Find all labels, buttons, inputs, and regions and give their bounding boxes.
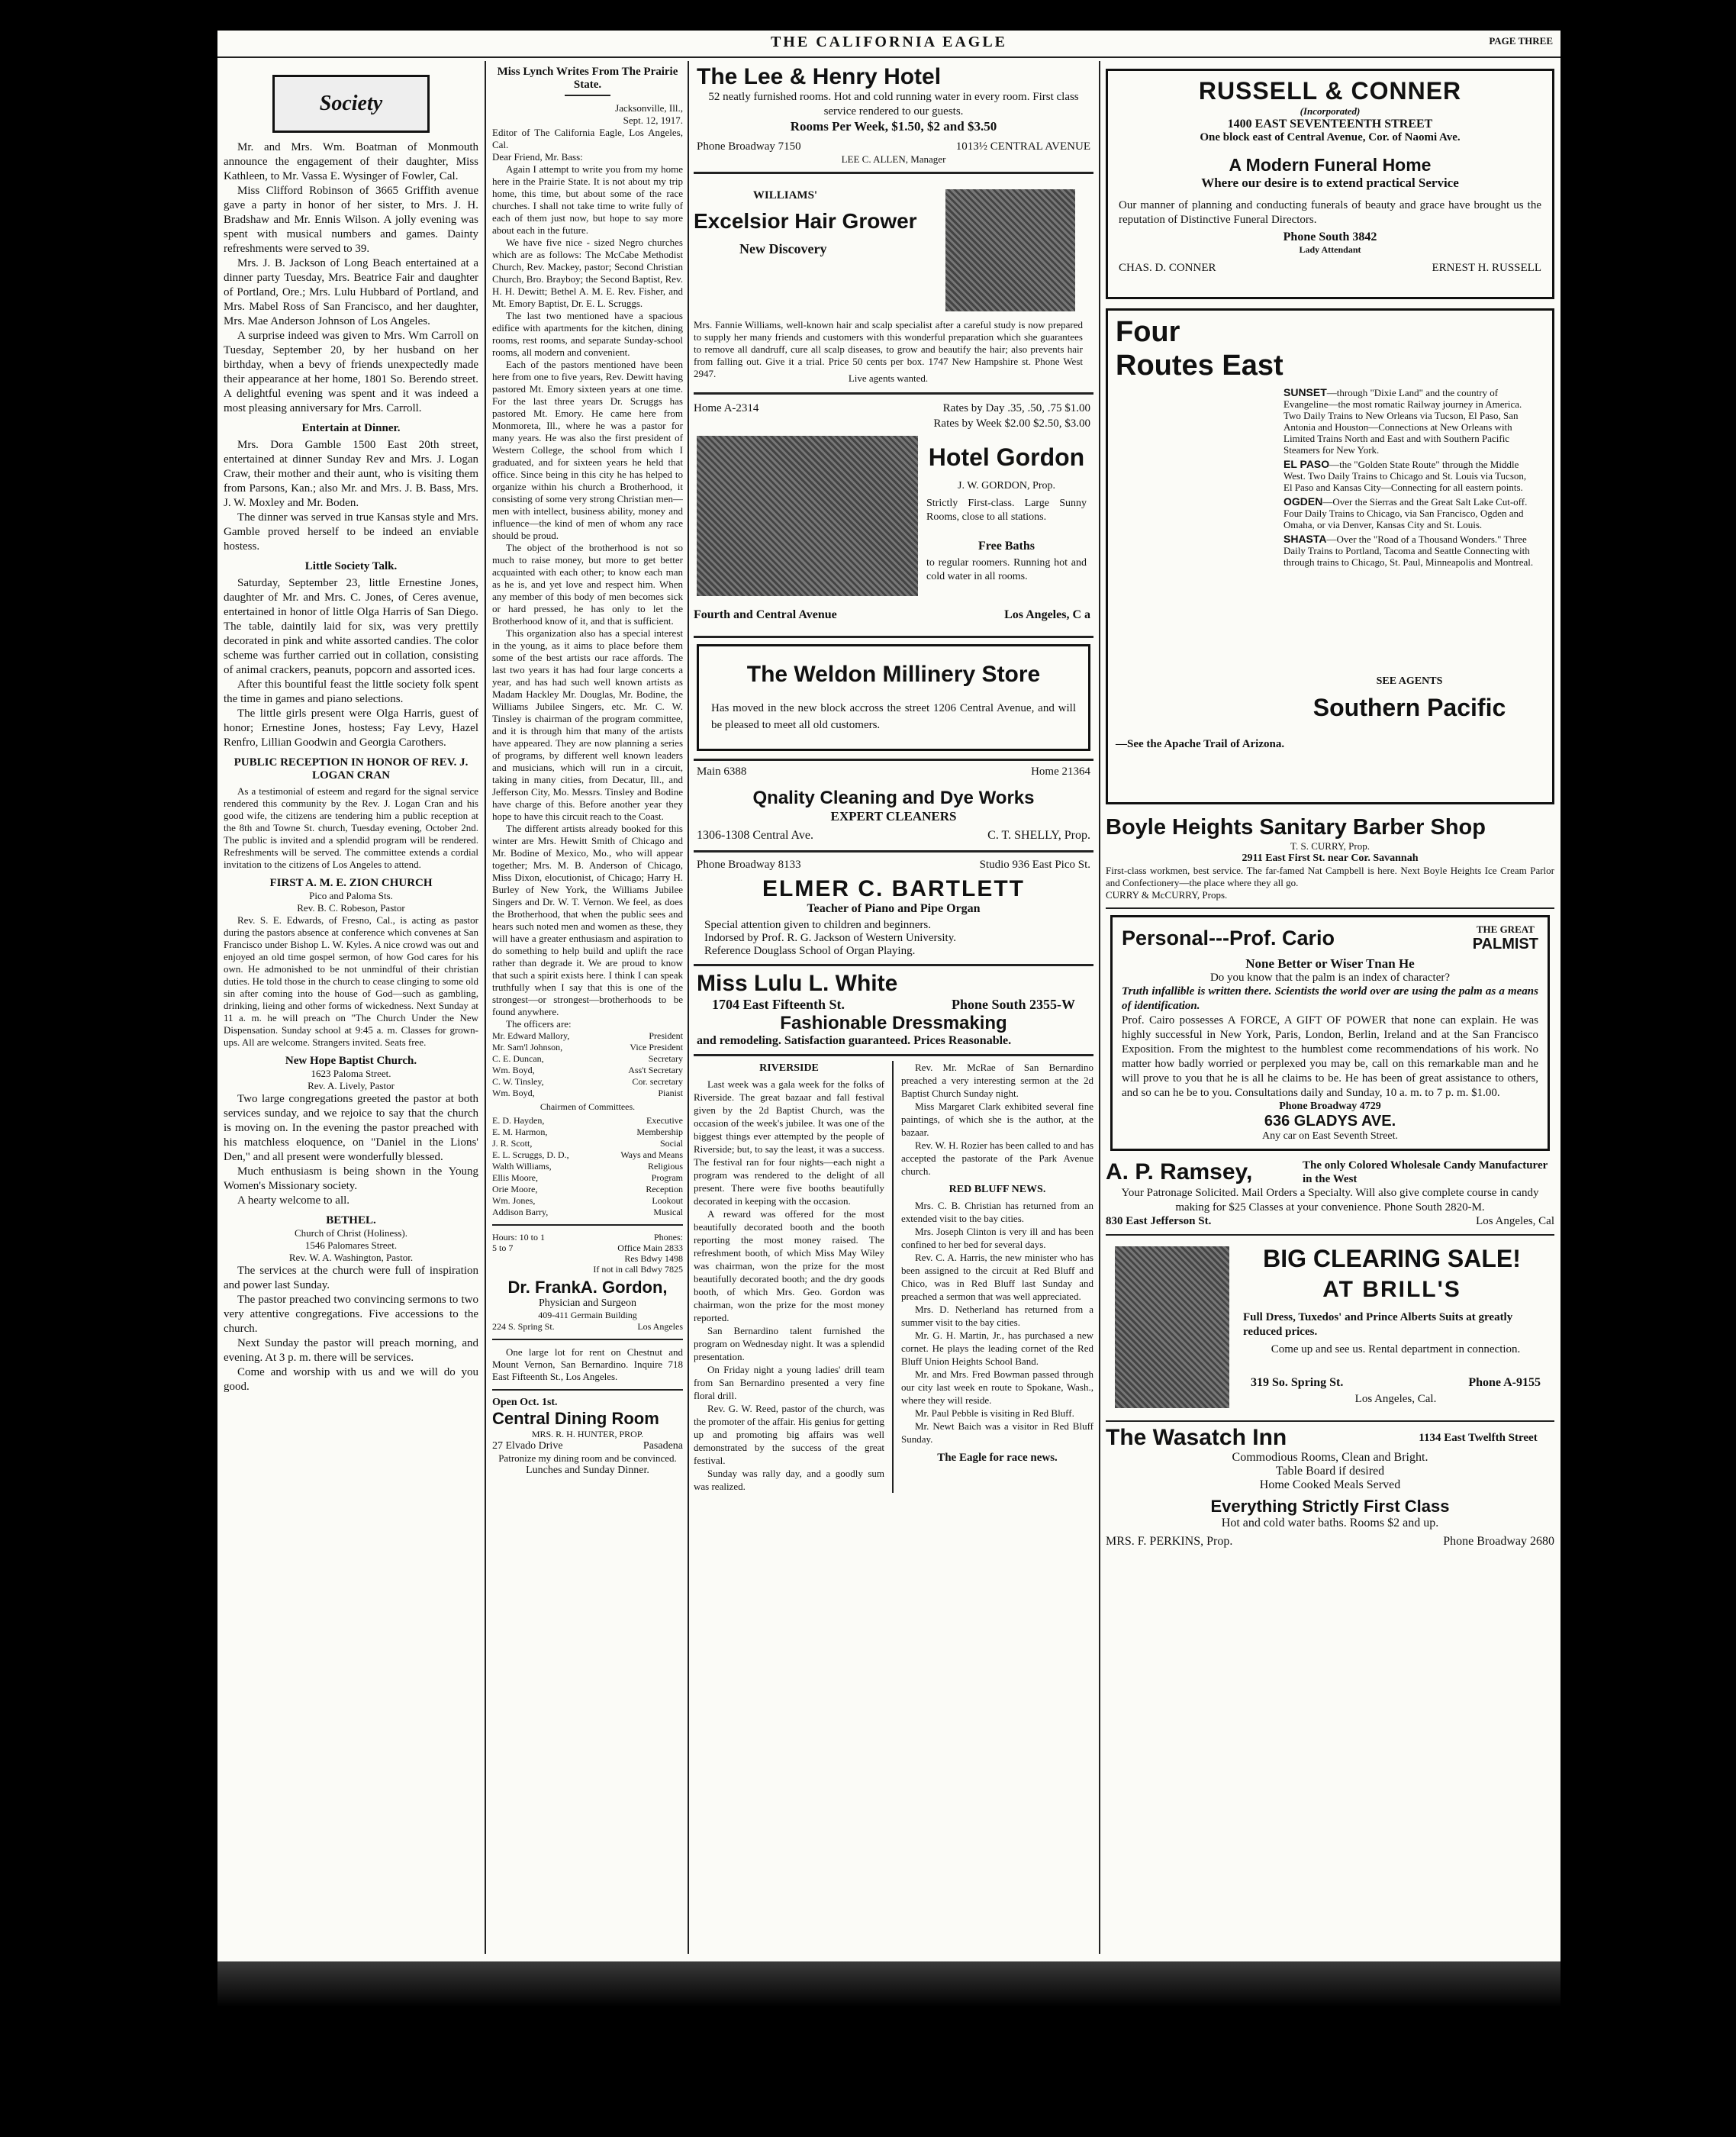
dateline-date: Sept. 12, 1917. <box>623 114 683 126</box>
society-para-6: The dinner was served in true Kansas style and Mrs. Gamble proved herself to be indeed an enviable hostess. <box>224 511 478 553</box>
lee-henry-rates: Rooms Per Week, $1.50, $2 and $3.50 <box>790 119 997 134</box>
dining-proprietor: MRS. R. H. HUNTER, PROP. <box>531 1429 644 1439</box>
russell-conner-ad <box>1106 69 1554 299</box>
lulu-title: Fashionable Dressmaking <box>780 1013 1007 1033</box>
dining-line: Patronize my dining room and be convinced. <box>498 1452 677 1464</box>
committee-row <box>492 1149 683 1161</box>
divider <box>694 636 1093 638</box>
sp-routes <box>1283 387 1535 571</box>
ads-column-right <box>1106 69 1554 1954</box>
ramsey-name: A. P. Ramsey, <box>1106 1159 1253 1185</box>
brill-phone: Phone A-9155 <box>1468 1376 1541 1389</box>
lulu-name: Miss Lulu L. White <box>697 971 898 996</box>
officer-row <box>492 1065 683 1076</box>
bh-props: CURRY & McCURRY, Props. <box>1106 889 1228 901</box>
committee-role: Program <box>651 1172 683 1183</box>
letter-para-7: The different artists already booked for this winter are Mrs. Hewitt Smith of Chicago and Mr. Bodine of Mexico, Mo., who will appear together; Mrs. M. B. Anderson of Chicago, Miss Dixon, elocutionist, of Chicago; Harry H. Burley of New York, the Williams Jubilee Singers and Dr. W. T. Vernon. We feel, as does the Brotherhood, that when the public sees and hears such noted men and women as these, they will have a greater enthusiasm and aspiration to do something to help build and uplift the race rather than degrade it. We are proud to know that such a spirit exists here. I think I can speak truthfully when I say that this is one of the strongest—or strongest—brotherhoods to be found anywhere. <box>492 823 683 1017</box>
dining-last: Lunches and Sunday Dinner. <box>526 1465 649 1476</box>
riverside-heading: RIVERSIDE <box>759 1062 819 1074</box>
cario-car: Any car on East Seventh Street. <box>1261 1130 1399 1142</box>
dining-street: 27 Elvado Drive <box>492 1440 563 1452</box>
lee-henry-title: The Lee & Henry Hotel <box>697 64 942 89</box>
wasatch-line-1: Commodious Rooms, Clean and Bright. <box>1232 1451 1428 1464</box>
divider <box>694 1054 1093 1056</box>
brill-ad <box>1106 1242 1554 1417</box>
committee-row <box>492 1161 683 1172</box>
lulu-body: and remodeling. Satisfaction guaranteed. Prices Reasonable. <box>697 1034 1012 1047</box>
brill-address: 319 So. Spring St. <box>1251 1376 1344 1389</box>
divider <box>1106 1234 1554 1236</box>
wasatch-phone: Phone Broadway 2680 <box>1443 1535 1554 1548</box>
cleaning-prop: C. T. SHELLY, Prop. <box>987 829 1090 842</box>
bh-body: First-class workmen, best service. The far-famed Nat Campbell is here. Next Boyle Heights Ice Cream Parlor and Confectionery—the place where they all go. <box>1106 865 1554 888</box>
cleaning-address: 1306-1308 Central Ave. <box>697 829 814 842</box>
wasatch-line-3: Home Cooked Meals Served <box>1259 1478 1401 1491</box>
sp-route-name: SUNSET <box>1283 386 1327 398</box>
heading-zion: FIRST A. M. E. ZION CHURCH <box>269 877 433 889</box>
society-para-2: Miss Clifford Robinson of 3665 Griffith avenue gave a party in honor of her sister, to Mrs. J. H. Bradshaw and Mr. Ennis Wilson. A jolly evening was spent with musical numbers and games. Dainty refreshments were served to 39. <box>224 185 478 255</box>
divider <box>694 964 1093 966</box>
rc-name: RUSSELL & CONNER <box>1198 77 1462 105</box>
letter-para-2: We have five nice - sized Negro churches which are as follows: The McCabe Methodist Church, Rev. Mackey, pastor; Second Christian Church, Bro. Brayboy; the Second Baptist, Rev. H. H. Dewitt; Bethel A. M. E. Rev. Fisher, and Mt. Emory Baptist, Dr. E. L. Scruggs. <box>492 237 683 309</box>
divider <box>492 1389 683 1391</box>
doctor-name: Dr. FrankA. Gordon, <box>507 1278 668 1297</box>
red-bluff-para-8: Mr. Newt Baich was a visitor in Red Bluff Sunday. <box>901 1420 1093 1445</box>
society-para-9: The little girls present were Olga Harris, guest of honor; Ernestine Jones, hostess; Fay Levy, Hazel Renfro, Lillian Goodwin and Georgia Carothers. <box>224 707 478 749</box>
wasatch-inn-ad <box>1106 1425 1554 1549</box>
ramsey-header <box>1106 1159 1554 1186</box>
officer-row <box>492 1042 683 1053</box>
lee-henry-ad <box>694 64 1093 166</box>
cleaning-main: Main 6388 <box>697 766 747 778</box>
committee-role: Lookout <box>652 1195 683 1206</box>
heading-little-society: Little Society Talk. <box>304 560 398 572</box>
sp-name: Southern Pacific <box>1312 694 1506 721</box>
local-news <box>694 1061 1093 1493</box>
sp-route <box>1283 459 1535 493</box>
heading-new-hope: New Hope Baptist Church. <box>285 1055 417 1067</box>
williams-title: Excelsior Hair Grower <box>694 209 917 233</box>
doctor-ad-header <box>492 1232 683 1275</box>
ramsey-city: Los Angeles, Cal <box>1476 1215 1554 1227</box>
officers-heading: The officers are: <box>506 1018 572 1030</box>
ramsey-address <box>1106 1215 1554 1228</box>
weldon-body: Has moved in the new block accross the street 1206 Central Avenue, and will be pleased to meet all old customers. <box>711 702 1076 731</box>
divider <box>1106 907 1554 909</box>
riverside-news <box>694 1061 884 1493</box>
divider <box>1106 1420 1554 1422</box>
officer-role: Secretary <box>648 1053 683 1064</box>
society-para-3: Mrs. J. B. Jackson of Long Beach entertained at a dinner party Tuesday, Mrs. Beatrice Fair and daughter of Portland, Ore.; Mrs. Lulu Hubbard of Portland, and Mrs. Mabel Ross of San Francisco, and her daughter, Mrs. Mae Anderson Johnson of Los Angeles. <box>224 257 478 327</box>
cario-palmist: PALMIST <box>1472 936 1538 952</box>
officer-name: Mr. Sam'l Johnson, <box>492 1042 563 1052</box>
sp-route <box>1283 533 1535 568</box>
wasatch-line-5: Hot and cold water baths. Rooms $2 and up. <box>1221 1517 1439 1529</box>
zion-address: Pico and Paloma Sts. <box>309 890 393 901</box>
lee-henry-address: 1013½ CENTRAL AVENUE <box>955 140 1090 153</box>
sp-route-name: EL PASO <box>1283 458 1330 470</box>
williams-small: WILLIAMS' <box>752 189 818 201</box>
society-para-8: After this bountiful feast the little society folk spent the time in games and piano selections. <box>224 678 478 705</box>
doctor-phones: Phones: Office Main 2833 Res Bdwy 1498 If not in call Bdwy 7825 <box>593 1232 683 1275</box>
masthead-rule <box>217 56 1560 58</box>
gordon-title: Hotel Gordon <box>928 443 1085 471</box>
cleaning-ad <box>694 766 1093 843</box>
rc-incorporated: (Incorporated) <box>1300 105 1361 117</box>
sp-route-text: —the "Golden State Route" through the Middle West. Two Daily Trains to Chicago and St. Louis via Tucson, El Paso and Kansas City—Connecting for all eastern points. <box>1283 459 1527 493</box>
committee-role: Reception <box>646 1184 683 1194</box>
committee-row <box>492 1172 683 1184</box>
committee-role: Musical <box>653 1207 683 1217</box>
divider <box>694 172 1093 174</box>
brill-title-2: AT BRILL'S <box>1322 1277 1461 1302</box>
sp-apache: —See the Apache Trail of Arizona. <box>1116 738 1285 750</box>
committee-role: Executive <box>646 1115 683 1126</box>
cario-great: THE GREAT <box>1476 923 1535 935</box>
lulu-address: 1704 East Fifteenth St. <box>712 997 845 1012</box>
bartlett-line-2: Indorsed by Prof. R. G. Jackson of Western University. <box>704 932 956 944</box>
committee-name: Walth Williams, <box>492 1161 552 1172</box>
bethel-para-3: Next Sunday the pastor will preach morning, and evening. At 3 p. m. there will be services. <box>224 1337 478 1364</box>
new-hope-address: 1623 Paloma Street. <box>311 1068 391 1079</box>
williams-agents: Live agents wanted. <box>848 372 929 384</box>
cleaning-home: Home 21364 <box>1031 766 1090 778</box>
society-para-7: Saturday, September 23, little Ernestine Jones, daughter of Mr. and Mrs. C. Jones, of Ceres avenue, entertained in honor of little Olga Harris of San Diego. The table, daintily laid for six, was very prettily decorated in pink and white assorted candies. The color scheme was further carried out in collation, consisting of animal crackers, peanuts, popcorn and assorted ices. <box>224 577 478 676</box>
doctor-title: Physician and Surgeon <box>538 1297 637 1309</box>
committee-row <box>492 1207 683 1218</box>
bh-address: 2911 East First St. near Cor. Savannah <box>1242 853 1419 864</box>
bartlett-contact <box>697 859 1090 872</box>
letter-editor: Editor of The California Eagle, Los Angeles, Cal. <box>492 127 683 150</box>
cario-badge <box>1473 923 1538 953</box>
divider <box>492 1339 683 1340</box>
committee-row <box>492 1138 683 1149</box>
ramsey-ad <box>1106 1159 1554 1228</box>
officer-name: C. E. Duncan, <box>492 1053 544 1064</box>
williams-portrait <box>945 189 1075 311</box>
cario-header <box>1122 923 1538 953</box>
divider <box>492 1224 683 1226</box>
red-bluff-para-7: Mr. Paul Pebble is visiting in Red Bluff. <box>915 1407 1074 1419</box>
williams-body: Mrs. Fannie Williams, well-known hair and scalp specialist after a careful study is now prepared to supply her many friends and customers with this wonderful preparation which she guarantees to remove all dandruff, cure all scalp diseases, to grow and beautify the hair; also prevents hair from falling out. Give it a trial. Price 50 cents per box. 1747 New Hampshire st. Phone West 2947. <box>694 319 1083 379</box>
divider <box>694 850 1093 853</box>
cario-question: Do you know that the palm is an index of character? <box>1209 972 1451 984</box>
doctor-building: 409-411 Germain Building <box>538 1310 637 1320</box>
prof-cario-ad <box>1110 915 1550 1151</box>
doctor-street: 224 S. Spring St. <box>492 1321 555 1332</box>
heading-reception: PUBLIC RECEPTION IN HONOR OF REV. J. LOGAN CRAN <box>234 756 469 782</box>
rc-names <box>1119 262 1541 275</box>
officer-name: Wm. Boyd, <box>492 1065 535 1075</box>
letter-para-1: Again I attempt to write you from my home here in the Prairie State. It is not about my trip home, this time, but about some of the race churches. I shall not take time to write fully of each of them just now, but hope to say more about each in the future. <box>492 163 683 236</box>
red-bluff-heading: RED BLUFF NEWS. <box>949 1184 1046 1195</box>
society-column <box>224 75 478 1952</box>
officer-name: C. W. Tinsley, <box>492 1076 544 1087</box>
bethel-pastor: Rev. W. A. Washington, Pastor. <box>288 1252 414 1263</box>
bethel-para-1: The services at the church were full of inspiration and power last Sunday. <box>224 1265 478 1291</box>
rc-conner: CHAS. D. CONNER <box>1119 262 1216 274</box>
williams-ad <box>694 189 1093 388</box>
dateline-place: Jacksonville, Ill., <box>615 102 683 114</box>
ramsey-tag: The only Colored Wholesale Candy Manufacturer in the West <box>1303 1159 1548 1185</box>
committee-name: Addison Barry, <box>492 1207 549 1217</box>
lulu-contact <box>697 997 1090 1013</box>
committee-row <box>492 1184 683 1195</box>
reception-para: As a testimonial of esteem and regard for the signal service rendered this community by the Rev. J. Logan Cran and his good wife, the citizens are tendering him a public reception at the 8th and Towne St. church, Tuesday evening, October 2nd. The public is invited and a splendid program will be rendered. Refreshments will be served. The committee extends a cordial invitation to the citizens of Los Angeles to attend. <box>224 785 478 870</box>
heading-divider <box>565 95 610 96</box>
committee-name: Orie Moore, <box>492 1184 538 1194</box>
wasatch-line-4: Everything Strictly First Class <box>1210 1497 1450 1516</box>
cario-sub: None Better or Wiser Tnan He <box>1245 956 1415 971</box>
wasatch-address: 1134 East Twelfth Street <box>1419 1431 1538 1444</box>
riverside-para-7: Rev. Mr. McRae of San Bernardino preached a very interesting sermon at the 2d Baptist Church Sunday night. <box>901 1062 1093 1099</box>
cario-truth: Truth infallible is written there. Scientists the world over are using the palm as a means of identification. <box>1122 985 1538 1012</box>
officer-row <box>492 1076 683 1088</box>
masthead: THE CALIFORNIA EAGLE <box>770 34 1008 50</box>
page-bottom-shadow <box>217 1961 1560 2007</box>
society-logo <box>272 75 430 133</box>
gordon-prop: J. W. GORDON, Prop. <box>958 480 1055 492</box>
new-hope-para-2: Much enthusiasm is being shown in the Young Women's Missionary society. <box>224 1165 478 1192</box>
heading-dinner: Entertain at Dinner. <box>301 422 401 434</box>
gordon-rates-week: Rates by Week $2.00 $2.50, $3.00 <box>933 417 1090 430</box>
lee-henry-phone: Phone Broadway 7150 <box>697 140 801 153</box>
doctor-city: Los Angeles <box>637 1321 683 1332</box>
sp-route <box>1283 387 1535 456</box>
bartlett-title: Teacher of Piano and Pipe Organ <box>807 902 981 915</box>
letter-column <box>492 66 683 1951</box>
riverside-para-4: On Friday night a young ladies' drill team from San Bernardino presented a very fine floral drill. <box>694 1364 885 1401</box>
brill-contact <box>1251 1376 1541 1390</box>
officer-row <box>492 1053 683 1065</box>
weldon-title: The Weldon Millinery Store <box>746 662 1041 687</box>
brill-come: Come up and see us. Rental department in connection. <box>1271 1343 1521 1355</box>
committee-name: E. D. Hayden, <box>492 1115 545 1126</box>
bartlett-phone: Phone Broadway 8133 <box>697 859 801 871</box>
committee-name: Wm. Jones, <box>492 1195 536 1206</box>
committee-row <box>492 1115 683 1127</box>
red-bluff-news <box>901 1061 1093 1493</box>
committee-name: J. R. Scott, <box>492 1138 533 1149</box>
gordon-body: Strictly First-class. Large Sunny Rooms, close to all stations. <box>926 498 1087 523</box>
bartlett-name: ELMER C. BARTLETT <box>762 876 1025 901</box>
williams-new: New Discovery <box>739 241 827 256</box>
committee-name: E. L. Scruggs, D. D., <box>492 1149 569 1160</box>
officer-role: Cor. secretary <box>632 1076 683 1087</box>
gordon-city: Los Angeles, C a <box>1004 608 1090 621</box>
weldon-millinery-ad <box>697 644 1090 751</box>
heading-bethel: BETHEL. <box>326 1214 376 1226</box>
rc-lady: Lady Attendant <box>1299 244 1361 255</box>
committee-row <box>492 1127 683 1138</box>
brill-city: Los Angeles, Cal. <box>1354 1393 1437 1405</box>
wasatch-header <box>1106 1425 1554 1451</box>
cario-title: Personal---Prof. Cario <box>1122 927 1335 949</box>
riverside-para-8: Miss Margaret Clark exhibited several fine paintings, of which she is the author, at the bazaar. <box>901 1101 1093 1138</box>
letter-para-3: The last two mentioned have a spacious edifice with apartments for the kitchen, dining rooms, rest rooms, and separate Sunday-school rooms, all modern and convenient. <box>492 310 683 358</box>
column-rule-2 <box>688 61 689 1954</box>
society-logo-text: Society <box>319 92 383 115</box>
riverside-para-5: Rev. G. W. Reed, pastor of the church, was the promoter of the affair. His genius for getting up and promoting big affairs was well demonstrated by the success of the great festival. <box>694 1403 885 1466</box>
divider <box>694 392 1093 395</box>
red-bluff-para-3: Rev. C. A. Harris, the new minister who has been assigned to the circuit at Red Bluff and Chico, was in Red Bluff last Sunday and preached a sermon that was well appreciated. <box>901 1252 1093 1302</box>
lee-henry-body: 52 neatly furnished rooms. Hot and cold running water in every room. First class service rendered to our guests. <box>708 91 1079 118</box>
brill-body: Full Dress, Tuxedos' and Prince Alberts Suits at greatly reduced prices. <box>1243 1311 1513 1338</box>
committee-role: Social <box>660 1138 683 1149</box>
riverside-para-1: Last week was a gala week for the folks of Riverside. The great bazaar and fall festival given by the 2d Baptist Church, was the occasion of the week's jubilee. It was one of the biggest things ever attempted by the people of Riverside; but, to say the least, it was a success. The festival ran for four nights—each night a program was rendered to the delight of all present. There were five booths beautifully decorated in keeping with the occasion. <box>694 1078 885 1207</box>
committee-role: Religious <box>647 1161 683 1172</box>
officer-row <box>492 1030 683 1042</box>
riverside-para-3: San Bernardino talent furnished the program on Wednesday night. It was a splendid presentation. <box>694 1325 885 1362</box>
officer-role: Vice President <box>630 1042 683 1052</box>
letter-para-5: The object of the brotherhood is not so much to raise money, but more to get better acquainted with each other; to know each man as he is, and yet love and respect him. When any member of this body of men becomes sick or hard pressed, he has only to let the Brotherhood know of it, and that is sufficient. <box>492 542 683 627</box>
officer-name: Wm. Boyd, <box>492 1088 535 1098</box>
sp-title-1: Four <box>1116 316 1180 348</box>
sp-route-text: —Over the Sierras and the Great Salt Lake Cut-off. Four Daily Trains to Chicago, via San Francisco, Ogden and Omaha, or via Denver, Kansas City and St. Louis. <box>1283 496 1528 530</box>
letter-para-4: Each of the pastors mentioned have been here from one to five years, Rev. Dewitt having pastored Mt. Emory sixteen years at one time. For the last three years Dr. Scruggs has pastored Mt. Emory. He came here from Monmoreta, Ill., where he was a pastor for many years. He was also the first president of Western College, the school from which I graduated, and for sixteen years he held that office. Since being in this city he has helped to organize within his church a Brotherhood, it consisting of some very strong Christian men—men with intellect, business ability, money and influence—the kind of men of whom any race should be proud. <box>492 359 683 541</box>
wasatch-prop: MRS. F. PERKINS, Prop. <box>1106 1535 1233 1548</box>
doctor-hours: Hours: 10 to 1 5 to 7 <box>492 1232 545 1253</box>
subcolumn-rule <box>892 1061 894 1493</box>
officer-row <box>492 1088 683 1099</box>
gordon-baths: Free Baths <box>978 540 1035 553</box>
society-para-5: Mrs. Dora Gamble 1500 East 20th street, entertained at dinner Sunday Rev and Mrs. J. Logan Craw, their mother and their aunt, who is visiting them from Parsons, Kan.; also Mr. and Mrs. J. B. Bass, Mrs. J. W. Moxley and Mr. Boden. <box>224 439 478 509</box>
brill-title-1: BIG CLEARING SALE! <box>1263 1245 1521 1272</box>
zion-para: Rev. S. E. Edwards, of Fresno, Cal., is acting as pastor during the pastors absence at conference which convenes at San Francisco under Bishop L. W. Kyles. A nice crowd was out and enjoyed an old time gospel sermon, of how God cares for his own. He admonished to be not unmindful of their christian duties. He told those in the church to cease clinging to some old sin after coming into the house of God—such as gambling, drinking, lieing and other forms of wickedness. Next Sunday at 11 a. m. he will preach on "The Church Under the New Dispensation. Sunday school at 9:45 a. m. Classes for grown-ups. All are welcome. Strangers invited. Seats free. <box>224 914 478 1048</box>
cario-address: 636 GLADYS AVE. <box>1264 1113 1396 1130</box>
lee-henry-manager: LEE C. ALLEN, Manager <box>841 153 946 165</box>
dining-open: Open Oct. 1st. <box>492 1397 558 1408</box>
red-bluff-para-5: Mr. G. H. Martin, Jr., has purchased a new cornet. He plays the leading cornet of the Red Bluff Union Heights School Band. <box>901 1330 1093 1367</box>
bethel-address: 1546 Palomares Street. <box>304 1239 398 1251</box>
divider <box>694 759 1093 761</box>
bethel-para-2: The pastor preached two convincing sermons to two very attentive congregations. Five accessions to the church. <box>224 1294 478 1335</box>
doctor-address <box>492 1321 683 1333</box>
rc-title: A Modern Funeral Home <box>1229 155 1432 175</box>
wasatch-footer <box>1106 1535 1554 1549</box>
ads-column-center <box>694 64 1093 1957</box>
new-hope-para-1: Two large congregations greeted the pastor at both services sunday, and we rejoice to say that the church is moving on. In the evening the pastor preached with his matchless eloquence, on "Daniel in the Lions' Den," and all present were wonderfully blessed. <box>224 1093 478 1163</box>
sp-agents: SEE AGENTS <box>1376 675 1443 687</box>
society-para-4: A surprise indeed was given to Mrs. Wm Carroll on Tuesday, September 20, by her husband on her birthday, when a bevy of friends unexpectedly made their appearance at her home, 1801 So. Berendo street. A delightful evening was spent and it was indeed a most pleasing anniversary for Mrs. Carroll. <box>224 330 478 414</box>
bethel-para-4: Come and worship with us and we will do you good. <box>224 1366 478 1393</box>
rc-body: Our manner of planning and conducting funerals of beauty and grace have brought us the reputation of Distinctive Funeral Directors. <box>1119 199 1541 226</box>
brill-photo <box>1115 1246 1229 1408</box>
column-rule-3 <box>1099 61 1100 1954</box>
new-hope-pastor: Rev. A. Lively, Pastor <box>308 1080 395 1091</box>
boyle-heights-ad <box>1106 815 1554 901</box>
committee-role: Ways and Means <box>620 1149 683 1160</box>
rc-block: One block east of Central Avenue, Cor. of Naomi Ave. <box>1200 131 1461 143</box>
dining-name: Central Dining Room <box>492 1409 659 1428</box>
cleaning-phones <box>697 766 1090 778</box>
bartlett-studio: Studio 936 East Pico St. <box>979 859 1090 871</box>
sp-route-text: —through "Dixie Land" and the country of Evangeline—the most romatic Railway journey in America. Two Daily Trains to New Orleans via Tucson, El Paso, San Antonia and Houston—Connections at New Orleans with Limited Trains North and East and with Southern Pacific Steamers for New York. <box>1283 387 1522 456</box>
sp-route-name: OGDEN <box>1283 495 1323 508</box>
cario-body: Prof. Cairo possesses A FORCE, A GIFT OF POWER that none can explain. He was highly successful in New York, Paris, London, Berlin, Ireland and at the San Francisco Exposition. From the mightest to the humblest come recommendations of his work. No matter how badly worried or perplexed you may be, call on this remarkable man and he will prove to you that he is all he claims to be. He has been of great assistance to others, and so can he be to you. Consultations daily and Sunday, 10 a. m. to 7 p. m. $1.00. <box>1122 1014 1538 1099</box>
column-rule-1 <box>485 61 486 1954</box>
rc-desire: Where our desire is to extend practical Service <box>1201 176 1459 190</box>
cleaning-title: Qnality Cleaning and Dye Works <box>752 788 1035 808</box>
sp-route <box>1283 496 1535 530</box>
bartlett-line-1: Special attention given to children and beginners. <box>704 919 931 931</box>
rc-phone: Phone South 3842 <box>1283 230 1377 243</box>
committees-heading: Chairmen of Committees. <box>539 1101 636 1112</box>
officer-role: President <box>649 1030 683 1041</box>
page-label: PAGE THREE <box>1489 35 1553 47</box>
wasatch-name: The Wasatch Inn <box>1106 1425 1287 1450</box>
officer-name: Mr. Edward Mallory, <box>492 1030 570 1041</box>
newspaper-page <box>217 31 1560 1961</box>
red-bluff-para-4: Mrs. D. Netherland has returned from a summer visit to the bay cities. <box>901 1304 1093 1328</box>
bh-prop: T. S. CURRY, Prop. <box>1290 840 1370 852</box>
lee-henry-contact <box>697 140 1090 153</box>
red-bluff-para-2: Mrs. Joseph Clinton is very ill and has been confined to her bed for several days. <box>901 1226 1093 1250</box>
cleaning-footer <box>697 829 1090 843</box>
rc-address: 1400 EAST SEVENTEENTH STREET <box>1227 118 1433 131</box>
dining-address <box>492 1440 683 1452</box>
hotel-gordon-photo <box>697 436 918 596</box>
sp-route-name: SHASTA <box>1283 533 1327 545</box>
sp-route-text: —Over the "Road of a Thousand Wonders." Three Daily Trains to Portland, Tacoma and Seattle Connecting with through trains to Chicago, St. Paul, Minneapolis and Montreal. <box>1283 533 1534 568</box>
officer-role: Ass't Secretary <box>628 1065 683 1075</box>
cario-phone: Phone Broadway 4729 <box>1279 1101 1381 1112</box>
bh-title: Boyle Heights Sanitary Barber Shop <box>1106 815 1486 840</box>
red-bluff-para-6: Mr. and Mrs. Fred Bowman passed through our city last week en route to Spokane, Wash., where they will reside. <box>901 1368 1093 1406</box>
riverside-para-6: Sunday was rally day, and a goodly sum was realized. <box>694 1468 885 1492</box>
zion-pastor: Rev. B. C. Robeson, Pastor <box>297 902 405 914</box>
ramsey-body: Your Patronage Solicited. Mail Orders a Specialty. Will also give complete course in candy making for $25 Classes at your convenience. Phone South 2820-M. <box>1121 1187 1539 1214</box>
gordon-body-2: to regular roomers. Running hot and cold water in all rooms. <box>926 557 1087 582</box>
officer-role: Pianist <box>658 1088 683 1098</box>
committee-name: E. M. Harmon, <box>492 1127 548 1137</box>
committees-list <box>492 1115 683 1218</box>
bartlett-ad <box>694 859 1093 958</box>
riverside-para-2: A reward was offered for the most beautifully decorated booth and the booth reporting the most money raised. The refreshment booth, of which Miss May Wiley was chairman, won the prize for the most beautifully decorated booth; and the dry goods booth, of which Mrs. Geo. Gordon was chairman, won the prize for the most money reported. <box>694 1208 885 1323</box>
letter-heading: Miss Lynch Writes From The Prairie State. <box>497 66 678 91</box>
eagle-tagline: The Eagle for race news. <box>937 1452 1058 1464</box>
sp-title-2: Routes East <box>1116 350 1283 382</box>
bartlett-line-3: Reference Douglass School of Organ Playing. <box>704 945 916 957</box>
wasatch-line-2: Table Board if desired <box>1275 1465 1385 1478</box>
riverside-para-9: Rev. W. H. Rozier has been called to and has accepted the pastorate of the Park Avenue church. <box>901 1139 1093 1177</box>
cleaning-sub: EXPERT CLEANERS <box>830 809 957 824</box>
gordon-location: Fourth and Central Avenue <box>694 608 837 621</box>
red-bluff-para-1: Mrs. C. B. Christian has returned from an extended visit to the bay cities. <box>901 1200 1093 1224</box>
new-hope-para-3: A hearty welcome to all. <box>237 1194 350 1207</box>
officers-list <box>492 1030 683 1099</box>
bethel-sub: Church of Christ (Holiness). <box>294 1227 408 1239</box>
committee-role: Membership <box>636 1127 683 1137</box>
lulu-phone: Phone South 2355-W <box>951 997 1075 1012</box>
committee-row <box>492 1195 683 1207</box>
rc-russell: ERNEST H. RUSSELL <box>1432 262 1541 274</box>
dining-city: Pasadena <box>643 1440 683 1452</box>
letter-greeting: Dear Friend, Mr. Bass: <box>492 151 583 163</box>
letter-para-6: This organization also has a special interest in the young, as it aims to place before them some of the best artists our race affords. The last two years it has had four large concerts a year, and has had such well known artists as Madam Hackley Mr. Douglas, Mr. Bodine, the Williams Jubilee Singers, etc. Mr. C. W. Tinsley is chairman of the program committee, and it is through him that many of the artists have appeared. They are now planning a series of programs, by different well known leaders and musicians, which will run in a circuit, taking in many cities, from Decatur, Ill., and Jefferson City, Mo. Messrs. Tinsley and Bodine have charge of this. Before another year they hope to have this circuit reach to the Coast. <box>492 627 683 822</box>
gordon-home-phone: Home A-2314 <box>694 402 759 414</box>
ramsey-street: 830 East Jefferson St. <box>1106 1215 1212 1227</box>
hotel-gordon-ad <box>694 402 1093 631</box>
gordon-rates-day: Rates by Day .35, .50, .75 $1.00 <box>942 402 1090 414</box>
society-para-1: Mr. and Mrs. Wm. Boatman of Monmouth announce the engagement of their daughter, Miss Kathleen, to Mr. Vassa E. Wysinger of Fowler, Cal. <box>224 141 478 182</box>
committee-name: Ellis Moore, <box>492 1172 538 1183</box>
lulu-white-ad <box>694 971 1093 1048</box>
southern-pacific-ad <box>1106 308 1554 804</box>
lot-for-rent-ad: One large lot for rent on Chestnut and Mount Vernon, San Bernardino. Inquire 718 East Fifteenth St., Los Angeles. <box>492 1346 683 1382</box>
